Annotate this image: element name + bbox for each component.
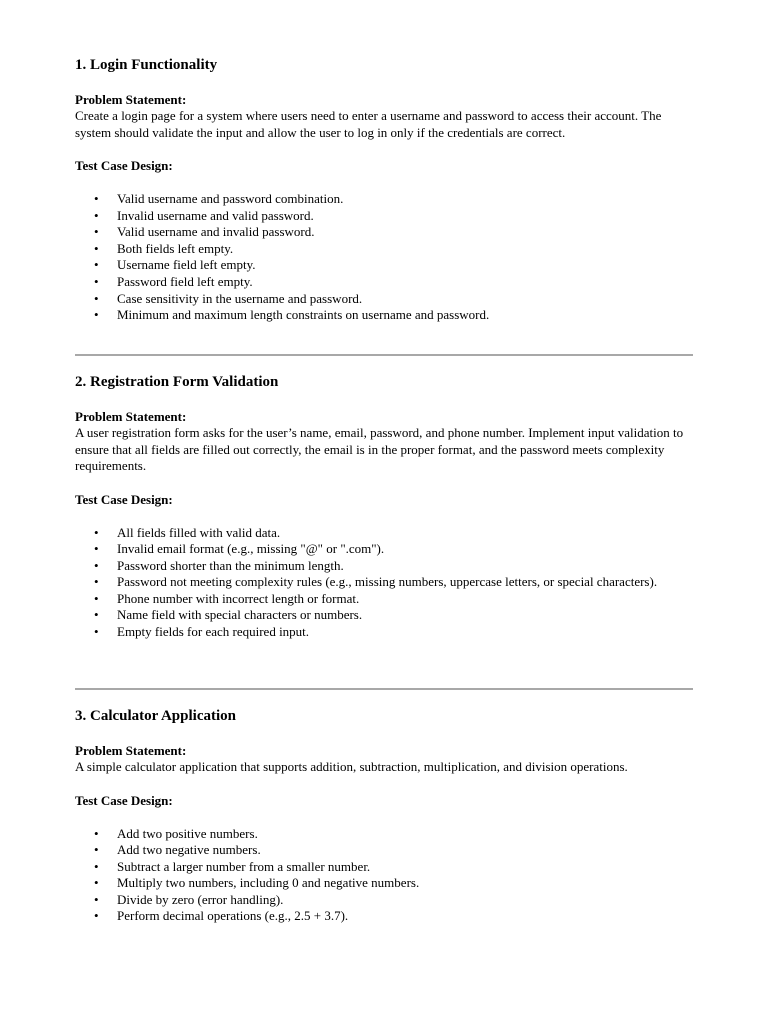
list-item: • Password shorter than the minimum length.	[75, 558, 693, 575]
problem-statement-label: Problem Statement:	[75, 409, 187, 424]
problem-statement-label: Problem Statement:	[75, 92, 187, 107]
list-item: • Add two positive numbers.	[75, 826, 693, 843]
section-title: 3. Calculator Application	[75, 708, 236, 724]
list-item: • Username field left empty.	[75, 257, 693, 274]
section-login-functionality	[75, 56, 693, 324]
test-case-list	[75, 525, 693, 641]
problem-statement-text: Create a login page for a system where users need to enter a username and password to access their account. The system should validate the input and allow the user to log in only if the credentials are correct.	[75, 108, 662, 140]
section-divider	[75, 354, 693, 356]
problem-statement-text: A user registration form asks for the user’s name, email, password, and phone number. Implement input validation to ensure that all fields are filled out correctly, the email is in the proper format, and the password meets complexity requirements.	[75, 425, 684, 473]
list-item: • Divide by zero (error handling).	[75, 892, 693, 909]
test-case-design-label: Test Case Design:	[75, 491, 173, 507]
list-item: • Empty fields for each required input.	[75, 624, 693, 641]
list-item: • Subtract a larger number from a smaller number.	[75, 859, 693, 876]
section-registration-form-validation	[75, 373, 693, 641]
list-item: • Add two negative numbers.	[75, 842, 693, 859]
list-item: • Minimum and maximum length constraints on username and password.	[75, 307, 693, 324]
list-item: • Both fields left empty.	[75, 241, 693, 258]
test-case-design-label: Test Case Design:	[75, 158, 173, 173]
list-item: • Case sensitivity in the username and password.	[75, 291, 693, 308]
problem-statement-label: Problem Statement:	[75, 743, 187, 758]
problem-statement-text: A simple calculator application that supports addition, subtraction, multiplication, and division operations.	[75, 759, 628, 774]
list-item: • All fields filled with valid data.	[75, 525, 693, 542]
list-item: • Perform decimal operations (e.g., 2.5 + 3.7).	[75, 908, 693, 925]
list-item: • Password not meeting complexity rules (e.g., missing numbers, uppercase letters, or special characters).	[75, 574, 693, 591]
section-title: 2. Registration Form Validation	[75, 374, 279, 390]
section-title: 1. Login Functionality	[75, 57, 218, 73]
test-case-design-label: Test Case Design:	[75, 792, 173, 808]
list-item: • Invalid username and valid password.	[75, 208, 693, 225]
list-item: • Valid username and password combination.	[75, 191, 693, 208]
list-item: • Name field with special characters or numbers.	[75, 607, 693, 624]
list-item: • Phone number with incorrect length or format.	[75, 591, 693, 608]
list-item: • Valid username and invalid password.	[75, 224, 693, 241]
list-item: • Password field left empty.	[75, 274, 693, 291]
list-item: • Invalid email format (e.g., missing "@" or ".com").	[75, 541, 693, 558]
section-divider	[75, 688, 693, 690]
section-calculator-application	[75, 707, 693, 925]
test-case-list	[75, 826, 693, 926]
list-item: • Multiply two numbers, including 0 and negative numbers.	[75, 875, 693, 892]
test-case-list	[75, 191, 693, 324]
